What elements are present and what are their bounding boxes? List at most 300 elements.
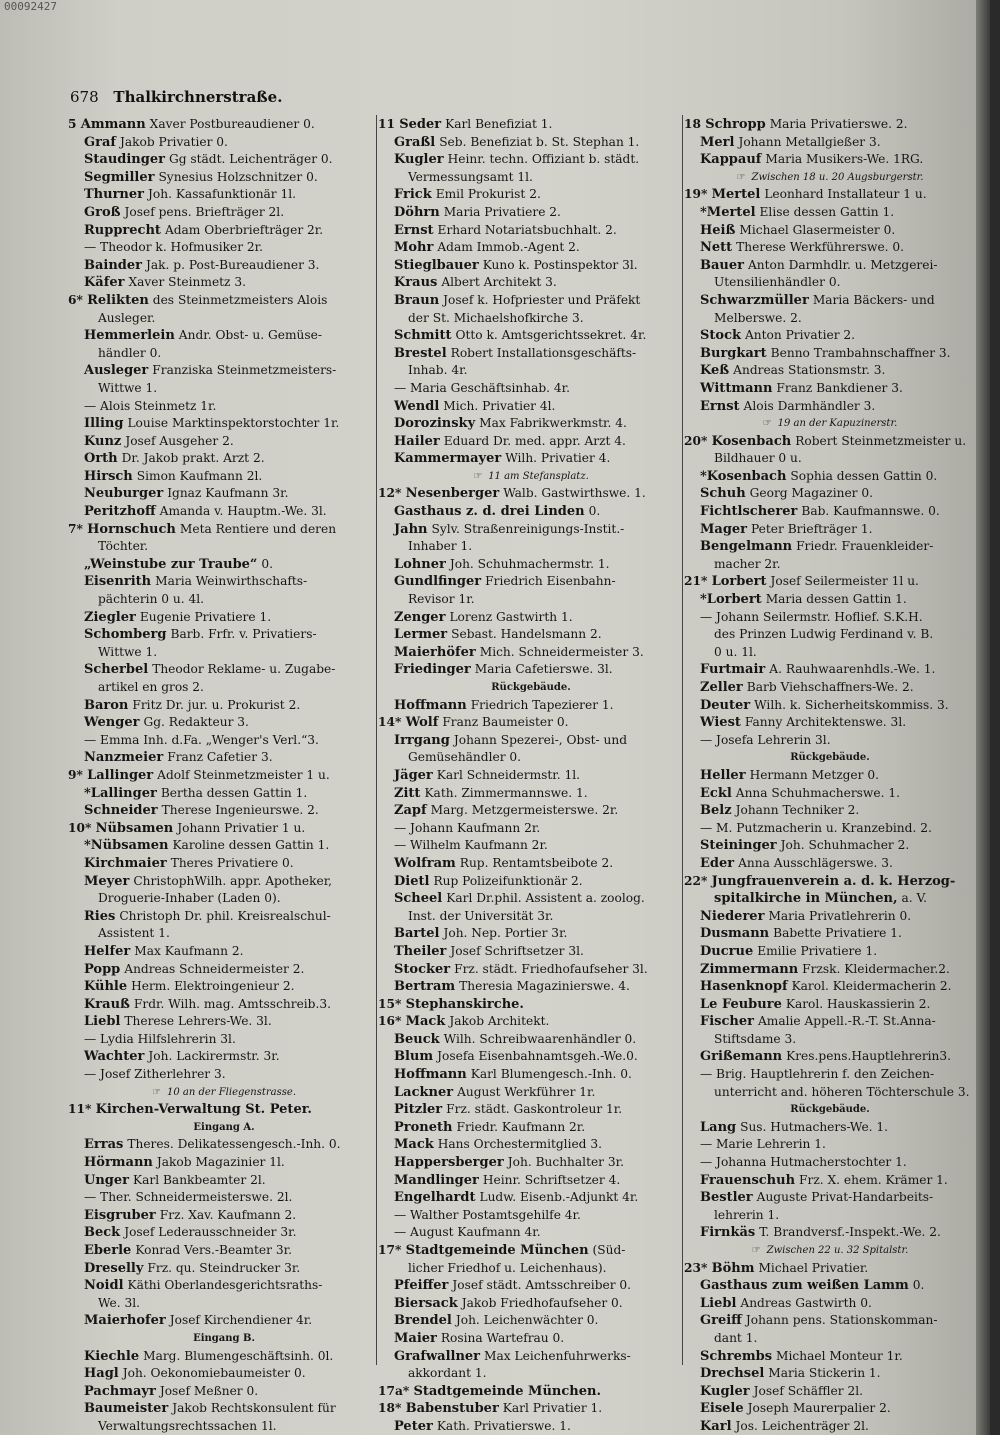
entry-details: — Walther Postamtsgehilfe 4r. xyxy=(394,1207,581,1222)
entry-details: Friedrich Tapezierer 1. xyxy=(470,697,614,712)
resident-name: Blum xyxy=(394,1049,434,1065)
entry-details: — Ther. Schneidermeisterswe. 2l. xyxy=(84,1190,293,1205)
entry-details: Konrad Vers.-Beamter 3r. xyxy=(135,1243,292,1257)
directory-entry xyxy=(378,1207,684,1225)
directory-entry xyxy=(68,837,380,855)
house-number: 17a* xyxy=(378,1383,414,1398)
resident-name: Kraus xyxy=(394,275,438,291)
directory-entry xyxy=(684,538,976,556)
directory-entry xyxy=(378,204,684,222)
directory-entry xyxy=(684,908,976,926)
entry-details: ChristophWilh. appr. Apotheker, xyxy=(133,873,333,888)
entry-details: Johann Privatier 1 u. xyxy=(177,820,306,835)
directory-entry xyxy=(684,222,976,240)
resident-name: Furtmair xyxy=(700,662,766,678)
directory-entry xyxy=(684,1295,976,1313)
resident-name: „Weinstube zur Traube“ xyxy=(84,556,258,572)
entry-details: T. Brandversf.-Inspekt.-We. 2. xyxy=(759,1225,941,1240)
resident-name: Stadtgemeinde München. xyxy=(413,1383,601,1399)
resident-name: Dusmann xyxy=(700,926,770,942)
directory-entry xyxy=(378,169,684,187)
entry-details: Franz Cafetier 3. xyxy=(167,750,273,765)
directory-entry xyxy=(378,1224,684,1242)
directory-entry xyxy=(378,749,684,767)
entry-details: Revisor 1r. xyxy=(408,592,475,607)
directory-entry xyxy=(684,485,976,503)
entry-details: Max Leichenfuhrwerks- xyxy=(484,1348,631,1363)
entry-details: Josef Lederausschneider 3r. xyxy=(124,1225,297,1240)
resident-name: Mager xyxy=(700,521,748,537)
directory-entry xyxy=(684,204,976,222)
directory-entry xyxy=(378,573,684,591)
entry-details: Friedr. Frauenkleider- xyxy=(796,539,934,554)
resident-name: Steininger xyxy=(700,838,777,854)
resident-name: Karl xyxy=(700,1418,732,1434)
resident-name: Zimmermann xyxy=(700,961,799,977)
resident-name: Mack xyxy=(405,1014,446,1030)
section-heading: Rückgebäude. xyxy=(491,682,571,693)
resident-name: Grafwallner xyxy=(394,1348,481,1364)
resident-name: Bengelmann xyxy=(700,539,793,555)
directory-entry xyxy=(378,890,684,908)
scan-id: 00092427 xyxy=(4,0,57,13)
resident-name: Käfer xyxy=(84,275,125,291)
entry-details: — Johanna Hutmacherstochter 1. xyxy=(700,1155,907,1170)
entry-details: Stiftsdame 3. xyxy=(714,1031,797,1046)
entry-details: Bab. Kaufmannswe. 0. xyxy=(801,504,940,519)
resident-name: Hörmann xyxy=(84,1155,153,1171)
directory-entry xyxy=(68,1066,380,1084)
entry-details: Johann Spezerei-, Obst- und xyxy=(453,732,627,747)
entry-details: Droguerie-Inhaber (Laden 0). xyxy=(98,891,281,906)
directory-entry xyxy=(378,310,684,328)
directory-entry xyxy=(378,1101,684,1119)
resident-name: Wenger xyxy=(84,715,140,731)
entry-details: Marg. Metzgermeisterswe. 2r. xyxy=(430,803,619,818)
entry-details: dant 1. xyxy=(714,1330,758,1345)
entry-details: Kath. Zimmermannswe. 1. xyxy=(424,785,588,800)
resident-name: Segmiller xyxy=(84,169,155,185)
entry-details: Josef Schäffler 2l. xyxy=(753,1383,863,1398)
entry-details: Wilh. k. Sicherheitskommiss. 3. xyxy=(754,697,949,712)
resident-name: Gundlfinger xyxy=(394,574,482,590)
column-3 xyxy=(684,116,976,1435)
directory-entry xyxy=(378,1031,684,1049)
directory-entry xyxy=(378,538,684,556)
resident-name: *Mertel xyxy=(700,204,756,220)
entry-details: des Steinmetzmeisters Alois xyxy=(152,292,328,307)
house-number: 22* xyxy=(684,873,712,888)
entry-details: Emilie Privatiere 1. xyxy=(757,943,878,958)
directory-entry xyxy=(68,749,380,767)
directory-entry xyxy=(684,1383,976,1401)
directory-entry xyxy=(378,697,684,715)
resident-name: Bertram xyxy=(394,979,456,995)
entry-details: Adam Oberbriefträger 2r. xyxy=(164,222,324,237)
entry-details: Theodor Reklame- u. Zugabe- xyxy=(152,662,336,677)
entry-details: Lorenz Gastwirth 1. xyxy=(449,609,573,624)
entry-details: Franz Baumeister 0. xyxy=(442,715,569,730)
house-number: 7* xyxy=(68,521,88,536)
column-1 xyxy=(68,116,380,1435)
entry-details: Wilh. Schreibwaarenhändler 0. xyxy=(443,1031,637,1046)
directory-entry xyxy=(378,1365,684,1383)
resident-name: Hoffmann xyxy=(394,1067,467,1083)
resident-name: Krauß xyxy=(84,996,130,1012)
resident-name: Happersberger xyxy=(394,1155,504,1171)
house-number: 18 xyxy=(684,117,706,131)
directory-entry xyxy=(378,556,684,574)
directory-entry xyxy=(378,1119,684,1137)
entry-details: Maria Cafetierswe. 3l. xyxy=(474,662,613,677)
resident-name: Zeller xyxy=(700,680,743,695)
house-number: 10* xyxy=(68,820,96,835)
directory-entry xyxy=(68,697,380,715)
resident-name: Meyer xyxy=(84,873,130,889)
directory-entry xyxy=(684,943,976,961)
resident-name: Frick xyxy=(394,187,432,203)
directory-entry xyxy=(68,450,380,468)
resident-name: Heiß xyxy=(700,222,736,238)
entry-details: Babette Privatiere 1. xyxy=(773,926,902,941)
directory-entry xyxy=(68,556,380,574)
entry-details: — Brig. Hauptlehrerin f. den Zeichen- xyxy=(700,1067,935,1082)
resident-name: Brestel xyxy=(394,345,447,361)
entry-details: Joseph Maurerpalier 2. xyxy=(747,1401,891,1416)
entry-details: August Werkführer 1r. xyxy=(457,1084,596,1099)
resident-name: Fichtlscherer xyxy=(700,504,798,520)
resident-name: Hoffmann xyxy=(394,697,467,713)
directory-entry xyxy=(378,433,684,451)
entry-details: Assistent 1. xyxy=(98,926,170,941)
resident-name: Seder xyxy=(399,117,442,132)
resident-name: Eckl xyxy=(700,785,732,801)
directory-entry xyxy=(684,802,976,820)
directory-entry xyxy=(378,380,684,398)
resident-name: Scheel xyxy=(394,891,443,907)
resident-name: Merl xyxy=(700,134,735,150)
directory-entry xyxy=(378,1383,684,1401)
directory-entry xyxy=(684,573,976,591)
directory-entry xyxy=(378,873,684,891)
entry-details: Anna Schuhmacherswe. 1. xyxy=(735,785,900,800)
resident-name: Döhrn xyxy=(394,204,440,220)
resident-name: Hirsch xyxy=(84,468,133,484)
resident-name: Ziegler xyxy=(84,609,136,625)
entry-details: Inst. der Universität 3r. xyxy=(408,908,554,923)
entry-details: Karl Schneidermstr. 1l. xyxy=(436,767,581,782)
resident-name: Wolfram xyxy=(394,855,456,871)
street-crossing-note xyxy=(684,1242,976,1260)
directory-entry xyxy=(68,1418,380,1435)
resident-name: Erras xyxy=(84,1137,124,1153)
house-number: 16* xyxy=(378,1014,406,1029)
resident-name: Zenger xyxy=(394,609,446,625)
directory-entry xyxy=(378,1260,684,1278)
house-number: 5 xyxy=(68,117,81,131)
directory-entry xyxy=(68,802,380,820)
entry-details: Maria Bäckers- und xyxy=(812,292,935,307)
directory-entry xyxy=(378,925,684,943)
entry-details: Joh. Schuhmachermstr. 1. xyxy=(449,556,610,571)
directory-entry xyxy=(684,697,976,715)
entry-details: Adolf Steinmetzmeister 1 u. xyxy=(157,767,330,782)
house-number: 11 xyxy=(378,117,400,131)
resident-name: *Nübsamen xyxy=(84,838,169,854)
entry-details: Sophia dessen Gattin 0. xyxy=(790,468,938,483)
entry-details: Gg städt. Leichenträger 0. xyxy=(168,152,333,167)
entry-details: Anton Darmhdlr. u. Metzgerei- xyxy=(747,257,938,272)
resident-name: Eisenrith xyxy=(84,574,152,590)
entry-details: Adam Immob.-Agent 2. xyxy=(437,240,580,255)
resident-name: Eder xyxy=(700,855,735,871)
resident-name: Schropp xyxy=(705,117,766,132)
directory-entry xyxy=(378,274,684,292)
entry-details: Friedrich Eisenbahn- xyxy=(485,574,616,589)
entry-details: Ignaz Kaufmann 3r. xyxy=(167,486,289,501)
directory-entry xyxy=(684,1312,976,1330)
resident-name: Bartel xyxy=(394,926,440,942)
directory-entry xyxy=(378,943,684,961)
directory-entry xyxy=(68,714,380,732)
resident-name: Friedinger xyxy=(394,662,471,678)
directory-entry xyxy=(68,820,380,838)
resident-name: Engelhardt xyxy=(394,1190,476,1206)
directory-entry xyxy=(378,1348,684,1366)
entry-details: Joh. Schuhmacher 2. xyxy=(780,838,910,853)
directory-entry xyxy=(68,1348,380,1366)
page-header xyxy=(70,88,282,106)
directory-entry xyxy=(378,1136,684,1154)
resident-name: Mertel xyxy=(711,187,761,203)
directory-entry xyxy=(68,1154,380,1172)
entry-details: — Wilhelm Kaufmann 2r. xyxy=(394,838,548,853)
entry-details: Jakob Magazinier 1l. xyxy=(156,1155,285,1170)
entry-details: des Prinzen Ludwig Ferdinand v. B. xyxy=(714,627,934,642)
entry-details: Michael Privatier. xyxy=(758,1260,869,1275)
resident-name: Pfeiffer xyxy=(394,1278,449,1294)
directory-entry xyxy=(68,1101,380,1119)
entry-details: a. V. xyxy=(901,891,928,906)
resident-name: Le Feubure xyxy=(700,996,782,1012)
directory-entry xyxy=(684,503,976,521)
directory-entry xyxy=(68,468,380,486)
directory-entry xyxy=(684,345,976,363)
resident-name: Kammermayer xyxy=(394,451,502,467)
entry-details: Barb Viehschaffners-We. 2. xyxy=(746,680,914,694)
directory-entry xyxy=(378,609,684,627)
resident-name: Relikten xyxy=(87,292,149,308)
resident-name: Graßl xyxy=(394,134,436,150)
resident-name: Jäger xyxy=(394,767,433,783)
directory-entry xyxy=(378,626,684,644)
resident-name: Stadtgemeinde München xyxy=(405,1243,589,1258)
book-edge xyxy=(976,0,990,1435)
entry-details: Joh. Oekonomiebaumeister 0. xyxy=(122,1366,306,1381)
note-text: Zwischen 18 u. 20 Augsburgerstr. xyxy=(751,171,924,183)
directory-entry xyxy=(684,925,976,943)
resident-name: Maierhofer xyxy=(84,1313,166,1329)
house-number: 23* xyxy=(684,1260,712,1275)
resident-name: Bauer xyxy=(700,257,744,273)
directory-entry xyxy=(378,767,684,785)
resident-name: Brendel xyxy=(394,1313,452,1329)
resident-name: Schneider xyxy=(84,803,158,819)
entry-details: — Marie Lehrerin 1. xyxy=(700,1137,826,1152)
entry-details: Frz. städt. Gaskontroleur 1r. xyxy=(446,1102,623,1117)
directory-entry xyxy=(684,591,976,609)
entry-details: Marg. Blumengeschäftsinh. 0l. xyxy=(143,1348,334,1363)
entry-details: — Maria Geschäftsinhab. 4r. xyxy=(394,380,571,395)
entry-details: Joh. Lackirermstr. 3r. xyxy=(148,1049,280,1064)
entry-details: Vermessungsamt 1l. xyxy=(408,169,533,184)
directory-entry xyxy=(684,151,976,169)
entry-details: Karl Dr.phil. Assistent a. zoolog. xyxy=(446,891,645,906)
entry-details: Joh. Leichenwächter 0. xyxy=(455,1313,599,1328)
entry-details: licher Friedhof u. Leichenhaus). xyxy=(408,1260,607,1275)
resident-name: Hailer xyxy=(394,433,440,449)
resident-name: Kirchen-Verwaltung St. Peter. xyxy=(95,1102,312,1118)
directory-entry xyxy=(68,644,380,662)
entry-details: Josefa Eisenbahnamtsgeh.-We.0. xyxy=(437,1049,638,1064)
resident-name: Kugler xyxy=(700,1383,750,1399)
resident-name: Baron xyxy=(84,697,129,713)
resident-name: Ernst xyxy=(700,398,740,414)
directory-entry xyxy=(684,1224,976,1242)
resident-name: Eberle xyxy=(84,1243,132,1258)
street-crossing-note xyxy=(684,415,976,433)
entry-details: Jakob Rechtskonsulent für xyxy=(172,1401,336,1416)
entry-details: Maria Privatlehrerin 0. xyxy=(768,908,912,923)
resident-name: Bainder xyxy=(84,257,143,273)
directory-entry xyxy=(378,1330,684,1348)
directory-entry xyxy=(68,873,380,891)
entry-details: — Alois Steinmetz 1r. xyxy=(84,398,217,413)
entry-details: Jos. Leichenträger 2l. xyxy=(735,1418,869,1433)
directory-entry xyxy=(378,1295,684,1313)
resident-name: Neuburger xyxy=(84,486,164,502)
directory-entry xyxy=(378,855,684,873)
directory-entry xyxy=(68,1295,380,1313)
resident-name: *Lallinger xyxy=(84,785,157,801)
directory-entry xyxy=(684,855,976,873)
directory-entry xyxy=(684,274,976,292)
resident-name: Staudinger xyxy=(84,152,165,168)
resident-name: Ries xyxy=(84,908,116,924)
resident-name: Hemmerlein xyxy=(84,328,175,344)
entry-details: Maria Privatierswe. 2. xyxy=(769,117,908,131)
resident-name: Maier xyxy=(394,1330,437,1346)
note-text: Zwischen 22 u. 32 Spitalstr. xyxy=(766,1245,909,1256)
entry-details: Inhab. 4r. xyxy=(408,363,468,378)
resident-name: Orth xyxy=(84,451,118,467)
entry-details: Anna Ausschlägerswe. 3. xyxy=(738,855,893,870)
entry-details: Kuno k. Postinspektor 3l. xyxy=(482,257,638,272)
resident-name: Maierhöfer xyxy=(394,644,476,660)
house-number: 17* xyxy=(378,1243,406,1257)
section-heading: Eingang A. xyxy=(193,1121,255,1133)
entry-details: Michael Glasermeister 0. xyxy=(739,222,896,237)
directory-entry xyxy=(684,1260,976,1278)
house-number: 18* xyxy=(378,1401,406,1416)
section-heading: Rückgebäude. xyxy=(790,752,870,764)
resident-name: Deuter xyxy=(700,697,751,713)
street-crossing-note xyxy=(68,1084,380,1102)
resident-name: Schmitt xyxy=(394,328,452,344)
directory-entry xyxy=(684,1418,976,1435)
directory-entry xyxy=(378,116,684,134)
directory-entry xyxy=(684,1136,976,1154)
directory-entry xyxy=(684,257,976,275)
directory-entry xyxy=(378,1189,684,1207)
entry-details: Amalie Appell.-R.-T. St.Anna- xyxy=(757,1014,936,1029)
directory-entry xyxy=(378,591,684,609)
directory-entry xyxy=(684,890,976,908)
entry-details: Albert Architekt 3. xyxy=(441,275,557,290)
entry-details: Johann Techniker 2. xyxy=(735,803,860,818)
directory-entry xyxy=(68,943,380,961)
directory-entry xyxy=(684,380,976,398)
entry-details: Max Fabrikwerkmstr. 4. xyxy=(479,416,627,431)
entry-details: Elise dessen Gattin 1. xyxy=(759,204,895,219)
directory-entry xyxy=(68,1383,380,1401)
directory-entry xyxy=(684,1031,976,1049)
entry-details: Andr. Obst- u. Gemüse- xyxy=(178,328,322,343)
directory-entry xyxy=(684,116,976,134)
directory-entry xyxy=(68,169,380,187)
directory-entry xyxy=(684,468,976,486)
entry-details: Karl Bankbeamter 2l. xyxy=(133,1172,266,1187)
entry-details: Otto k. Amtsgerichtssekret. 4r. xyxy=(455,328,647,343)
entry-details: — Theodor k. Hofmusiker 2r. xyxy=(84,240,264,255)
directory-entry xyxy=(684,873,976,891)
resident-name: Wittmann xyxy=(700,380,773,396)
directory-entry xyxy=(68,292,380,310)
resident-name: Fischer xyxy=(700,1014,754,1030)
directory-entry xyxy=(684,1066,976,1084)
entry-details: macher 2r. xyxy=(714,556,781,571)
entry-details: Mich. Privatier 4l. xyxy=(443,398,556,413)
page-number: 678 xyxy=(70,88,99,106)
directory-entry xyxy=(684,644,976,662)
resident-name: Heller xyxy=(700,767,746,783)
entry-details: Maria Stickerin 1. xyxy=(768,1366,881,1381)
directory-entry xyxy=(378,415,684,433)
directory-entry xyxy=(68,134,380,152)
resident-name: Pitzler xyxy=(394,1102,443,1118)
resident-name: Zapf xyxy=(394,803,427,819)
entry-details: Maria Musikers-We. 1RG. xyxy=(765,152,924,167)
directory-entry xyxy=(68,1207,380,1225)
resident-name: Kirchmaier xyxy=(84,855,167,871)
entry-details: Christoph Dr. phil. Kreisrealschul- xyxy=(119,908,331,923)
entry-details: — August Kaufmann 4r. xyxy=(394,1225,541,1240)
entry-details: Josef pens. Briefträger 2l. xyxy=(124,204,285,219)
entry-details: Bertha dessen Gattin 1. xyxy=(160,785,308,800)
resident-name: Helfer xyxy=(84,943,131,959)
entry-details: Robert Steinmetzmeister u. xyxy=(795,433,967,448)
resident-name: Stieglbauer xyxy=(394,257,479,273)
entry-details: unterricht and. höheren Töchterschule 3. xyxy=(714,1084,970,1099)
directory-entry xyxy=(684,1084,976,1102)
entry-details: Josef Schriftsetzer 3l. xyxy=(450,943,584,958)
resident-name: Mohr xyxy=(394,240,434,256)
directory-entry xyxy=(684,450,976,468)
directory-entry xyxy=(68,661,380,679)
entry-details: — Josef Zitherlehrer 3. xyxy=(84,1067,226,1082)
resident-name: Eisgruber xyxy=(84,1207,156,1223)
entry-details: Johann pens. Stationskomman- xyxy=(745,1313,938,1328)
